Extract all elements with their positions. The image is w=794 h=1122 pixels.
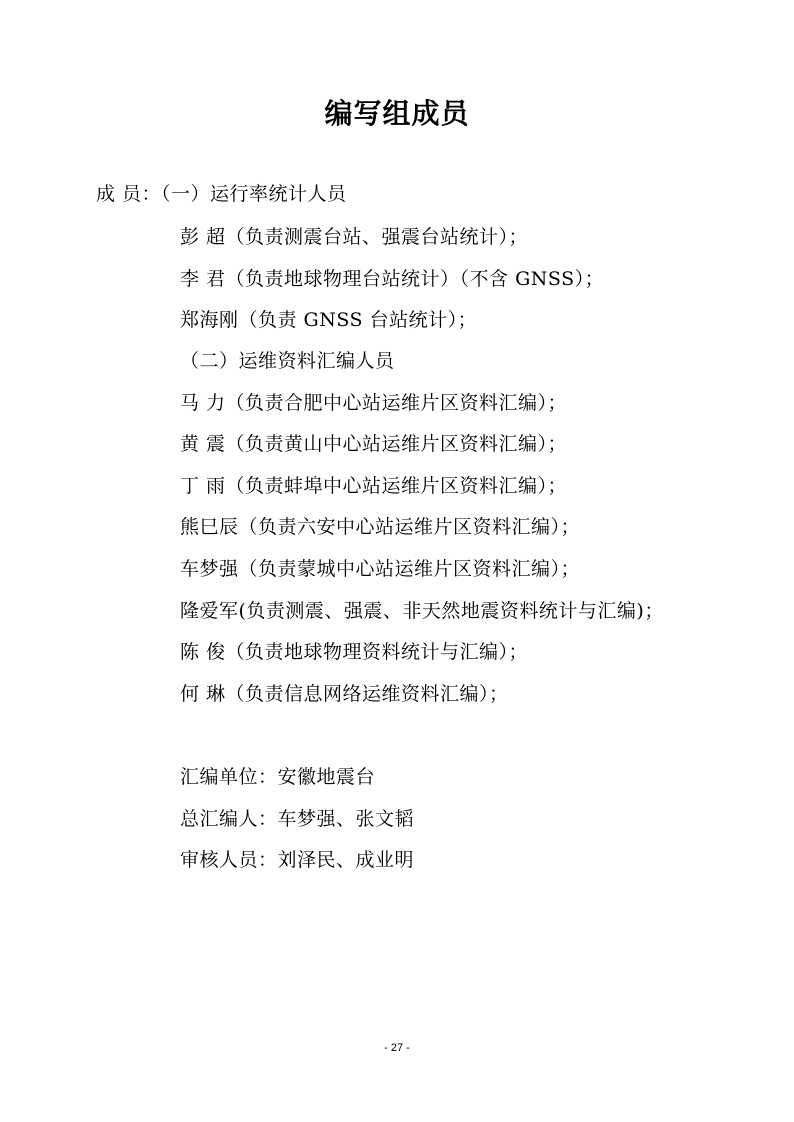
member-line: 马 力（负责合肥中心站运维片区资料汇编）；: [180, 392, 568, 414]
compiling-unit: 汇编单位：安徽地震台: [180, 766, 376, 788]
members-lead-label: 成 员：（一）运行率统计人员: [96, 183, 347, 205]
member-line: 李 君（负责地球物理台站统计）（不含 GNSS）；: [180, 268, 605, 290]
member-line: 熊巳辰（负责六安中心站运维片区资料汇编）；: [180, 516, 581, 538]
section-label: （二）运维资料汇编人员: [180, 350, 395, 372]
chief-editor: 总汇编人：车梦强、张文韬: [180, 808, 415, 830]
member-line: 隆爱军(负责测震、强震、非天然地震资料统计与汇编)；: [180, 600, 664, 622]
member-line: 丁 雨（负责蚌埠中心站运维片区资料汇编）；: [180, 475, 568, 497]
member-line: 陈 俊（负责地球物理资料统计与汇编）；: [180, 641, 529, 663]
page-title: 编写组成员: [324, 97, 470, 130]
page-number: - 27 -: [384, 1042, 410, 1054]
member-line: 彭 超（负责测震台站、强震台站统计）；: [180, 226, 529, 248]
reviewers: 审核人员：刘泽民、成业明: [180, 849, 415, 871]
member-line: 车梦强（负责蒙城中心站运维片区资料汇编）；: [180, 558, 581, 580]
member-line: 郑海刚（负责 GNSS 台站统计）；: [180, 309, 478, 331]
member-line: 黄 震（负责黄山中心站运维片区资料汇编）；: [180, 433, 568, 455]
member-line: 何 琳（负责信息网络运维资料汇编）；: [180, 683, 509, 705]
